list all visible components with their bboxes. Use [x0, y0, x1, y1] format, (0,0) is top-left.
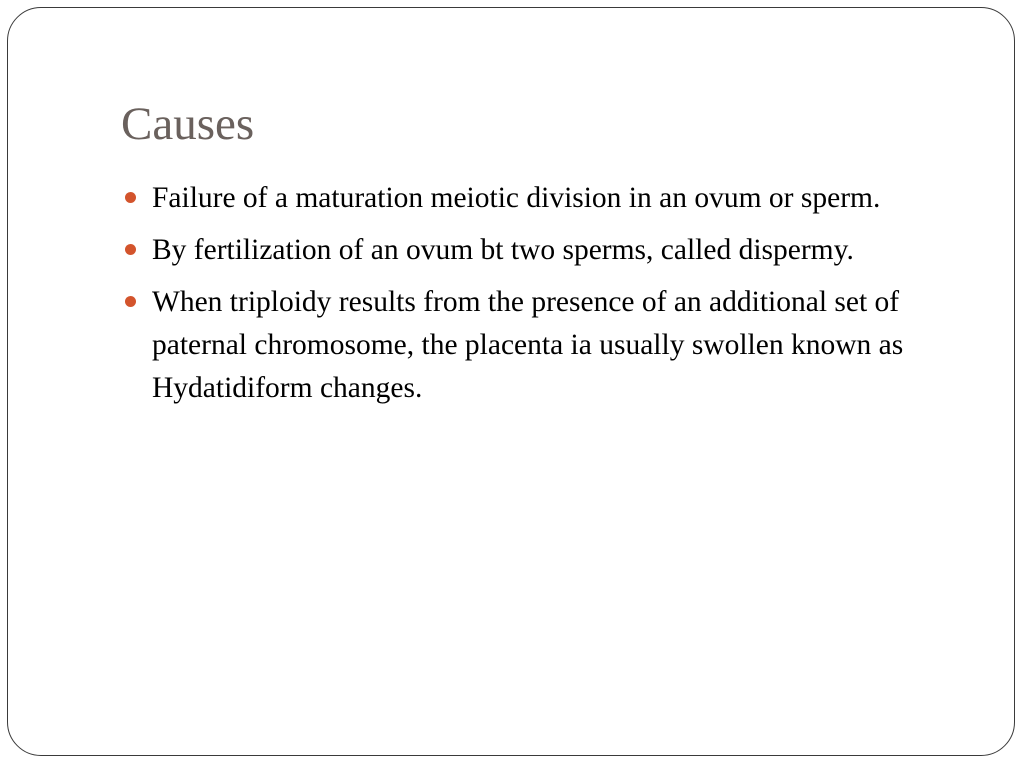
list-item — [121, 229, 951, 272]
bullet-dot-icon — [125, 244, 136, 255]
list-item — [121, 281, 951, 410]
bullet-text: Failure of a maturation meiotic division in an ovum or sperm. — [152, 182, 881, 214]
bullet-dot-icon — [125, 296, 136, 307]
slide-frame — [7, 7, 1015, 756]
bullet-text: By fertilization of an ovum bt two sperms, called dispermy. — [152, 234, 854, 266]
slide-title: Causes — [121, 98, 255, 150]
bullet-dot-icon — [125, 192, 136, 203]
bullet-list — [121, 177, 951, 419]
bullet-text: When triploidy results from the presence of an additional set of paternal chromosome, the placenta ia usually swollen known as Hydatidiform changes. — [152, 286, 904, 404]
list-item — [121, 177, 951, 220]
